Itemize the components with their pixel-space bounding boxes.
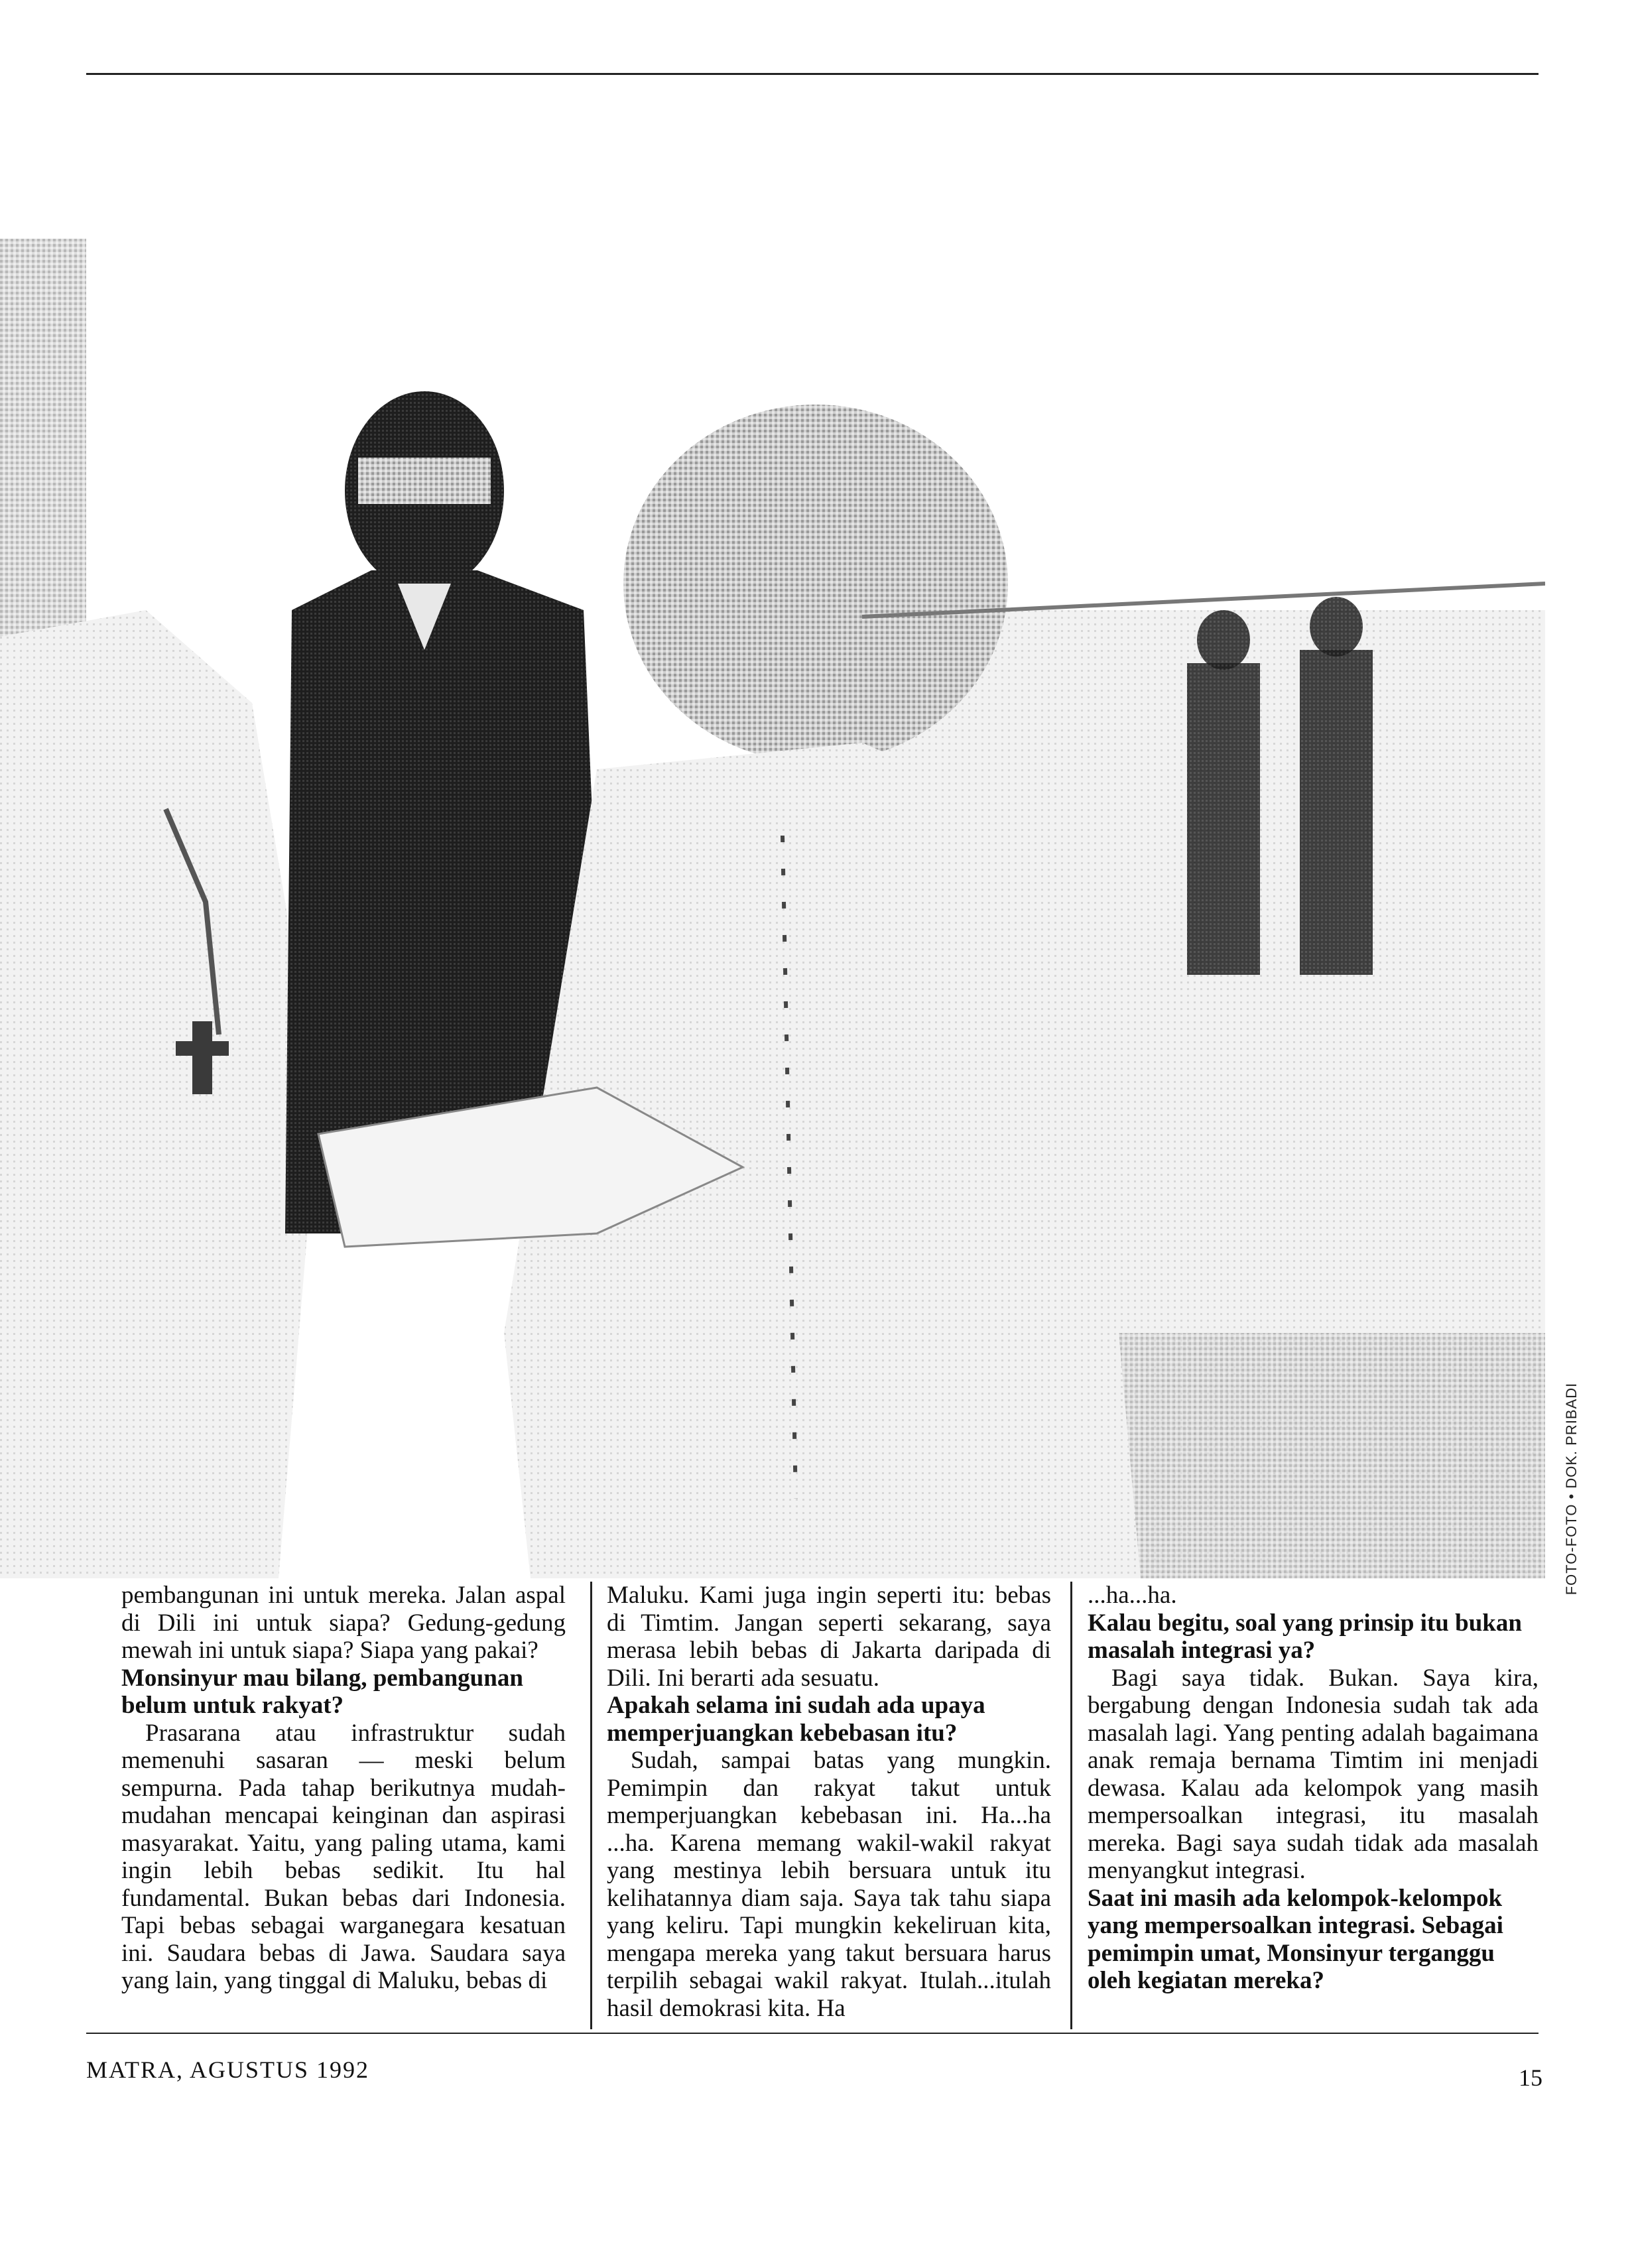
main-photo: [0, 239, 1545, 1578]
page-number: 15: [1519, 2064, 1542, 2091]
text-column-3: [1088, 1582, 1539, 1995]
photo-illustration: [0, 239, 1545, 1578]
paragraph-answer: ...ha...ha.: [1088, 1582, 1177, 1609]
column-rule: [590, 1582, 592, 2029]
bottom-rule: [86, 2033, 1539, 2034]
paragraph-answer: pembangunan ini untuk mereka. Jalan aspal di Dili ini untuk siapa? Gedung-gedung mewah ini untuk siapa? Siapa yang pakai?: [121, 1582, 566, 1664]
text-column-1: [121, 1582, 566, 1995]
interview-question: Apakah selama ini sudah ada upaya memperjuangkan kebebasan itu?: [607, 1692, 985, 1747]
column-rule: [1070, 1582, 1072, 2029]
paragraph-answer: Prasarana atau infrastruktur sudah memenuhi sasaran — meski belum sempurna. Pada tahap berikutnya mudah-mudahan mencapai keinginan dan aspirasi masyarakat. Yaitu, yang paling utama, kami ingin lebih bebas sedikit. Itu hal fundamental. Bukan bebas dari Indonesia. Tapi bebas sebagai warganegara kesatuan ini. Saudara bebas di Jawa. Saudara saya yang lain, yang tinggal di Maluku, bebas di: [121, 1719, 566, 1994]
interview-question: Kalau begitu, soal yang prinsip itu bukan masalah integrasi ya?: [1088, 1609, 1522, 1664]
top-rule: [86, 73, 1539, 75]
interview-question: Saat ini masih ada kelompok-kelompok yang mempersoalkan integrasi. Sebagai pemimpin umat, Monsinyur terganggu oleh kegiatan mereka?: [1088, 1884, 1503, 1994]
photo-credit: FOTO-FOTO • DOK. PRIBADI: [1563, 1382, 1580, 1596]
paragraph-answer: Sudah, sampai batas yang mungkin. Pemimpin dan rakyat takut untuk memperjuangkan kebebasan ini. Ha...ha ...ha. Karena memang wakil-wakil rakyat yang mestinya lebih bersuara untuk itu kelihatannya diam saja. Saya tak tahu siapa yang keliru. Tapi mungkin kekeliruan kita, mengapa mereka yang takut bersuara harus terpilih sebagai wakil rakyat. Itulah...itulah hasil demokrasi kita. Ha: [607, 1747, 1051, 2022]
magazine-issue: MATRA, AGUSTUS 1992: [86, 2056, 370, 2083]
text-column-2: [607, 1582, 1051, 2022]
interview-question: Monsinyur mau bilang, pembangunan belum untuk rakyat?: [121, 1664, 523, 1719]
paragraph-answer: Bagi saya tidak. Bukan. Saya kira, bergabung dengan Indonesia sudah tak ada masalah lagi. Yang penting adalah bagaimana anak remaja bernama Timtim ini menjadi dewasa. Kalau ada kelompok yang masih mempersoalkan integrasi, itu masalah mereka. Bagi saya sudah tidak ada masalah menyangkut integrasi.: [1088, 1664, 1539, 1884]
paragraph-answer: Maluku. Kami juga ingin seperti itu: bebas di Timtim. Jangan seperti sekarang, saya merasa lebih bebas di Jakarta daripada di Dili. Ini berarti ada sesuatu.: [607, 1582, 1051, 1692]
